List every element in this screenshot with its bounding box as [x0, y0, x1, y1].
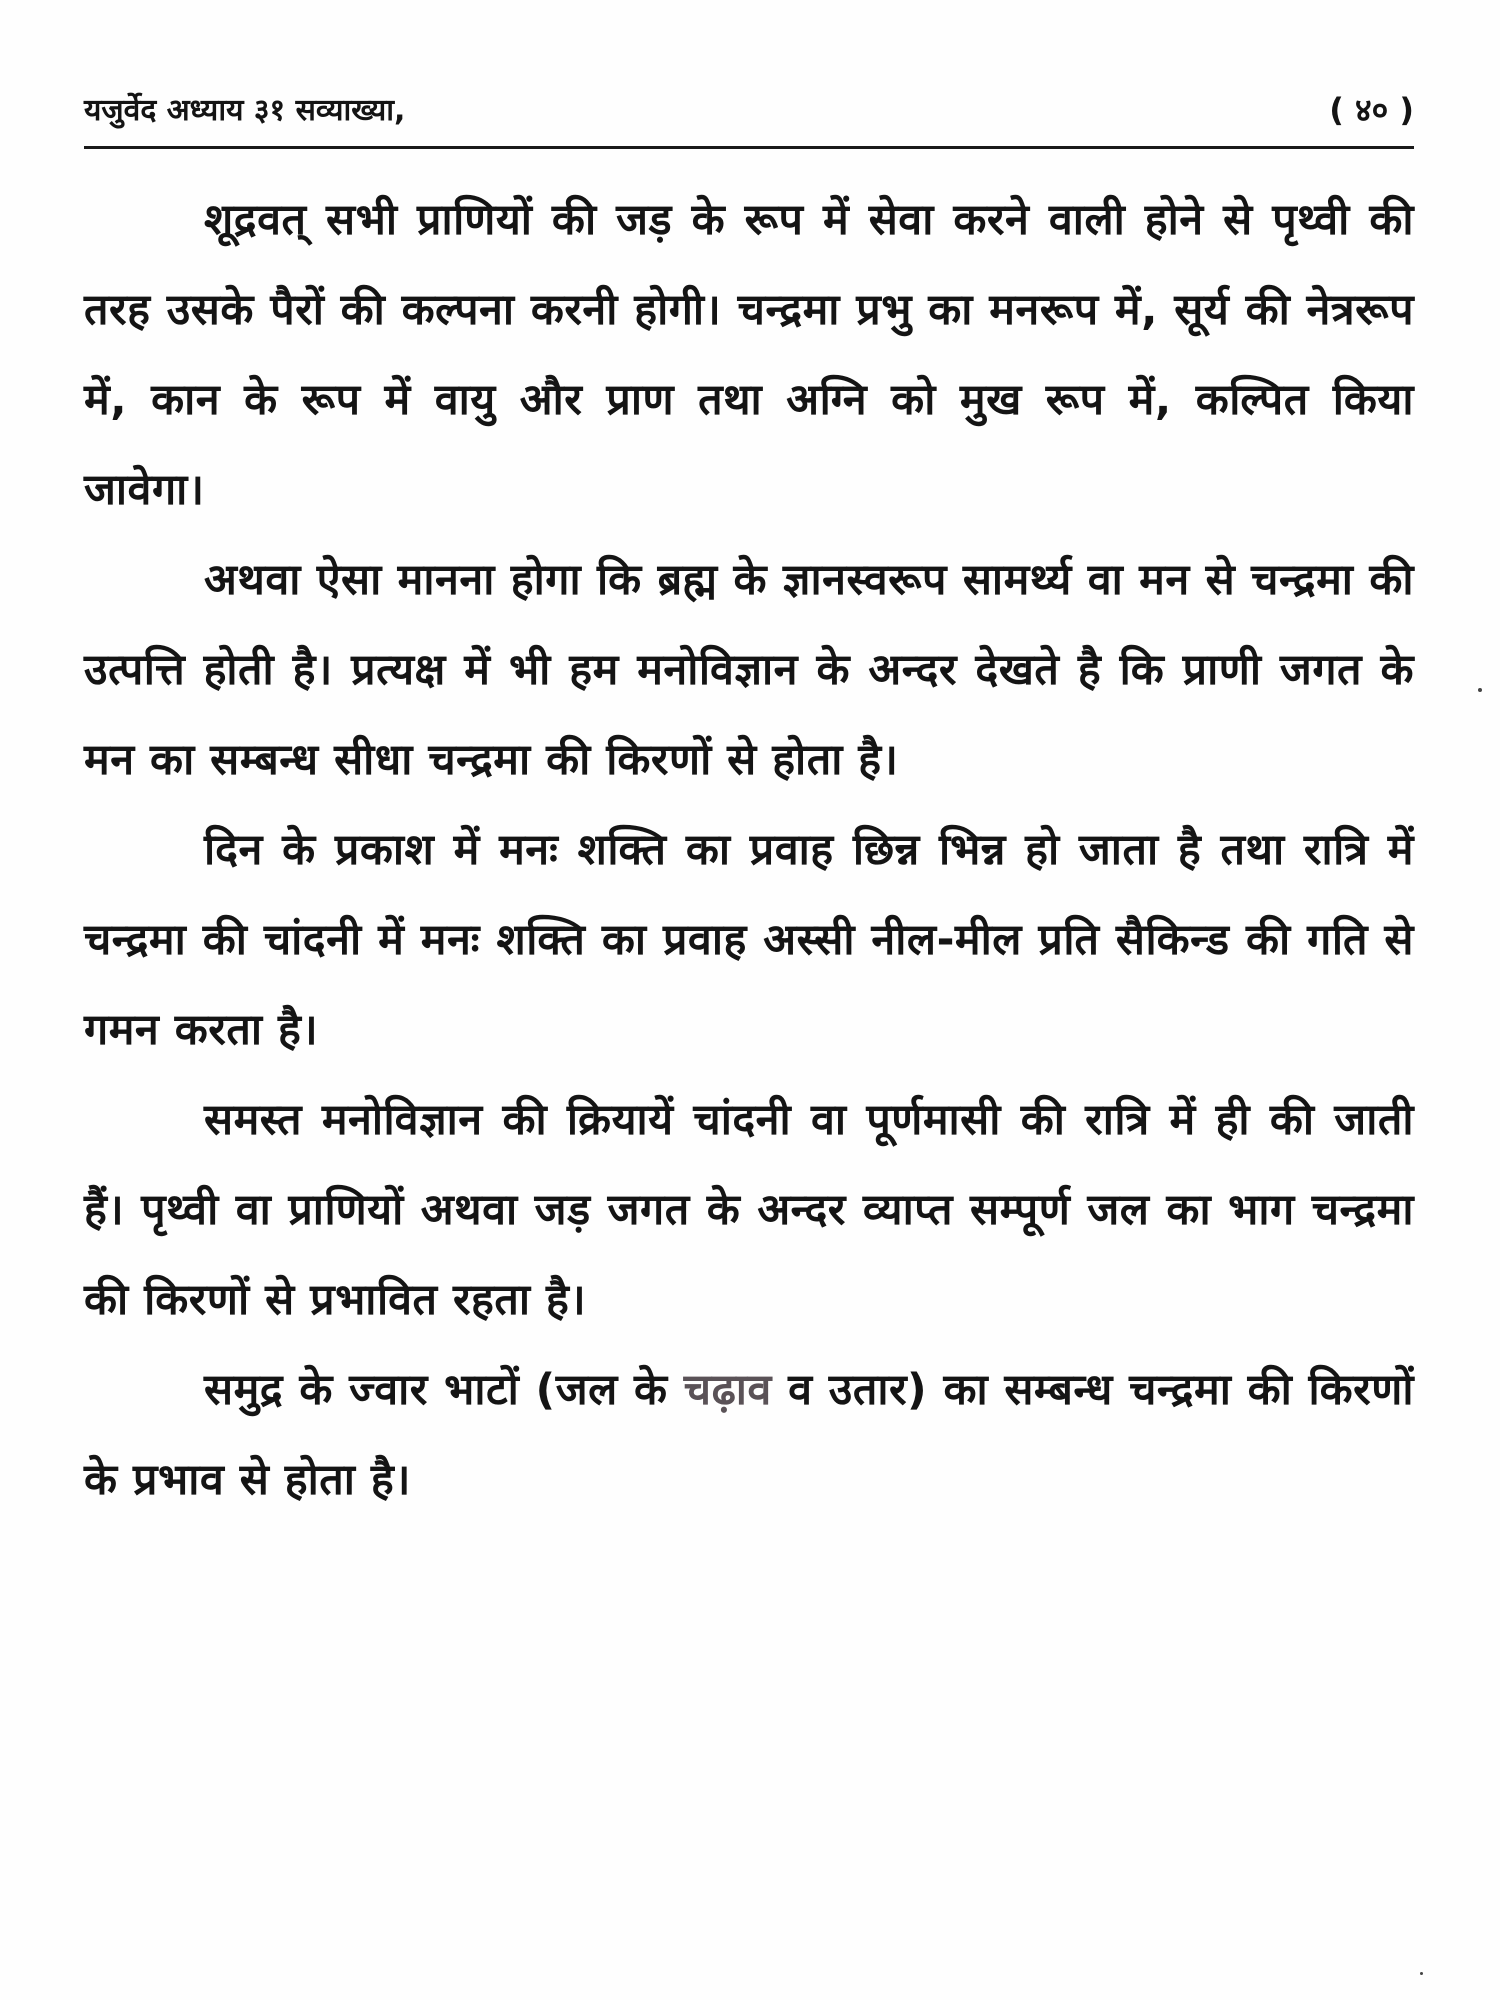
scan-speck: [1478, 688, 1482, 692]
running-title: यजुर्वेद अध्याय ३१ सव्याख्या,: [84, 93, 406, 128]
paragraph-4: समस्त मनोविज्ञान की क्रियायें चांदनी वा पूर्णमासी की रात्रि में ही की जाती हैं। पृथ्वी वा प्राणियों अथवा जड़ जगत के अन्दर व्याप्त सम्पूर्ण जल का भाग चन्द्रमा की किरणों से प्रभावित रहता है।: [84, 1095, 1414, 1325]
paragraph-3: दिन के प्रकाश में मनः शक्ति का प्रवाह छिन्न भिन्न हो जाता है तथा रात्रि में चन्द्रमा की चांदनी में मनः शक्ति का प्रवाह अस्सी नील-मील प्रति सैकिन्ड की गति से गमन करता है।: [84, 825, 1414, 1055]
paragraph-5-end: व उतार) का सम्बन्ध चन्द्रमा की किरणों के प्रभाव से होता है।: [84, 1365, 1414, 1505]
paragraph-5-start: समुद्र के ज्वार भाटों (जल के: [204, 1365, 684, 1415]
header-rule: [84, 146, 1414, 149]
page-header: [84, 88, 1414, 144]
scan-speck: [1420, 1972, 1423, 1975]
body-text: [84, 175, 1414, 1525]
paragraph-1: शूद्रवत् सभी प्राणियों की जड़ के रूप में सेवा करने वाली होने से पृथ्वी की तरह उसके पैरों की कल्पना करनी होगी। चन्द्रमा प्रभु का मनरूप में, सूर्य की नेत्ररूप में, कान के रूप में वायु और प्राण तथा अग्नि को मुख रूप में, कल्पित किया जावेगा।: [84, 195, 1414, 515]
page-number: ( ४० ): [1329, 91, 1414, 129]
highlighted-word: चढ़ाव: [683, 1365, 772, 1415]
paragraph-2: अथवा ऐसा मानना होगा कि ब्रह्म के ज्ञानस्वरूप सामर्थ्य वा मन से चन्द्रमा की उत्पत्ति होती है। प्रत्यक्ष में भी हम मनोविज्ञान के अन्दर देखते है कि प्राणी जगत के मन का सम्बन्ध सीधा चन्द्रमा की किरणों से होता है।: [84, 555, 1414, 785]
paragraph-5: [84, 1345, 1414, 1525]
